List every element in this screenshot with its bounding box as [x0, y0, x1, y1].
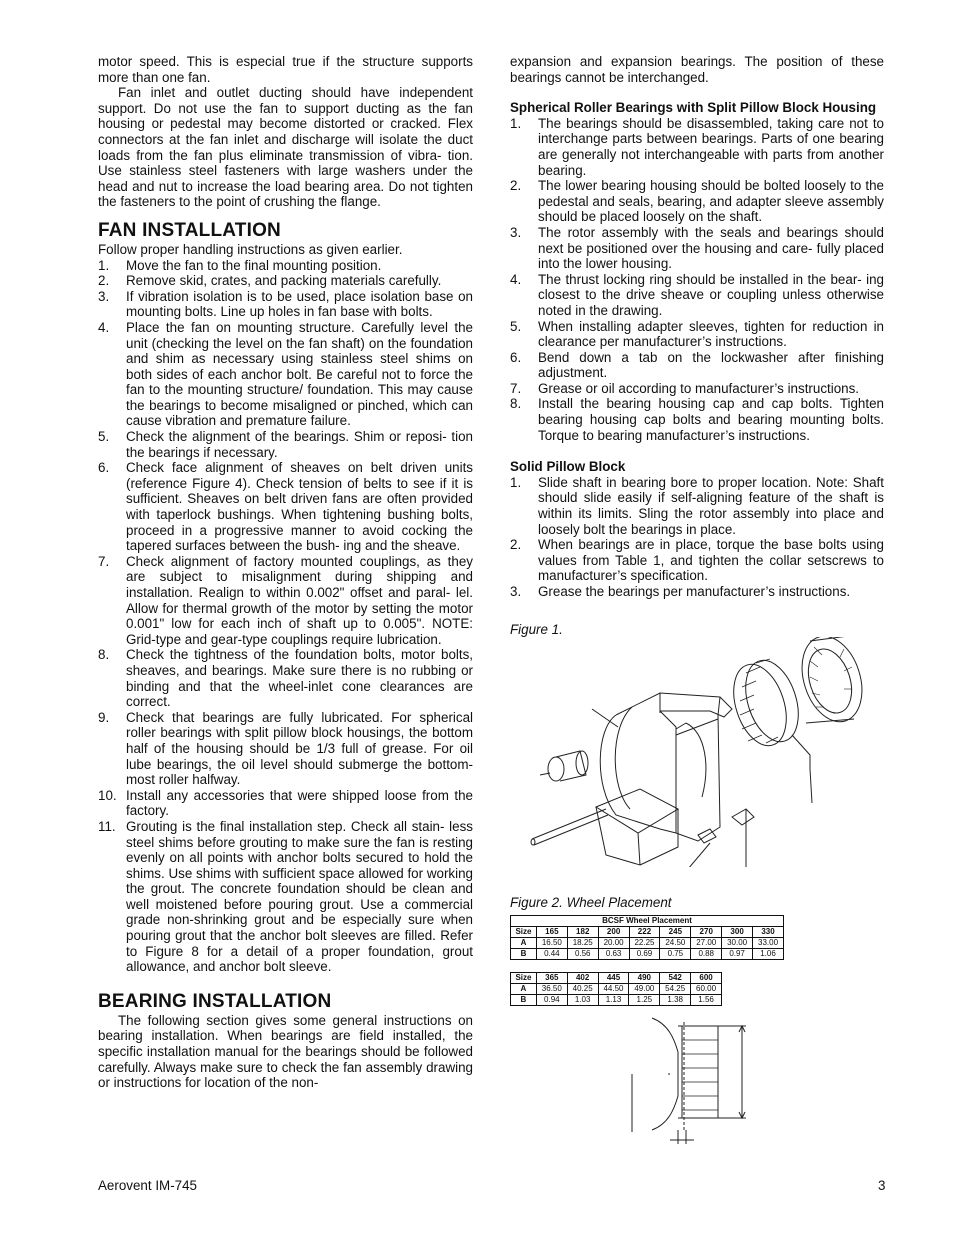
- table-cell: 402: [567, 972, 598, 983]
- list-item-number: 6.: [98, 460, 110, 476]
- list-item-number: 5.: [510, 318, 522, 334]
- list-item-text: Bend down a tab on the lockwasher after finishing adjustment.: [538, 349, 884, 381]
- table-cell: 0.56: [567, 948, 598, 959]
- table-cell: 24.50: [660, 937, 691, 948]
- list-item-text: Check that bearings are fully lubricated. For spherical roller bearings with split pillow block housings, the bottom half of the housing should be 1/3 full of grease. For oil lube bearings, the oil level should submerge the bottom-most roller halfway.: [126, 709, 473, 788]
- wheel-placement-title: BCSF Wheel Placement: [511, 915, 784, 926]
- table-cell: 16.50: [536, 937, 567, 948]
- list-item-text: The lower bearing housing should be bolted loosely to the pedestal and seals, bearing, and adapter sleeve assembly should be placed loosely on the shaft.: [538, 178, 884, 225]
- table-cell: 44.50: [598, 983, 629, 994]
- figure-2-caption: Figure 2. Wheel Placement: [510, 895, 672, 911]
- list-item-number: 2.: [98, 273, 110, 289]
- table-cell: 30.00: [722, 937, 753, 948]
- spherical-bearings-heading: Spherical Roller Bearings with Split Pillow Block Housing: [510, 100, 877, 116]
- table-row: [511, 948, 784, 959]
- table-cell: 365: [536, 972, 567, 983]
- list-item: [510, 319, 884, 350]
- list-item-text: Remove skid, crates, and packing materials carefully.: [126, 273, 442, 289]
- list-item: [510, 178, 884, 225]
- list-item-number: 8.: [510, 396, 522, 412]
- table-row: [511, 937, 784, 948]
- table-row: [511, 926, 784, 937]
- list-item-text: Check face alignment of sheaves on belt driven units (reference Figure 4). Check tension of belts to see if it is sufficient. Sheaves on belt driven fans are often provided with taperlock bushings. When tightening bushing bolts, proceed in a progressive manner to avoid cocking the tapered surfaces between the bush- ing and the sheave.: [126, 460, 473, 554]
- table-cell: 60.00: [691, 983, 722, 994]
- table-cell: 445: [598, 972, 629, 983]
- table-cell: 600: [691, 972, 722, 983]
- table-cell: 40.25: [567, 983, 598, 994]
- table-cell: 165: [536, 926, 567, 937]
- list-item-number: 5.: [98, 429, 110, 445]
- table-cell: 20.00: [598, 937, 629, 948]
- list-item-text: Grease or oil according to manufacturer’s instructions.: [538, 380, 860, 396]
- list-item-text: When bearings are in place, torque the base bolts using values from Table 1, and tighten the collar setscrews to manufacturer’s specification.: [538, 537, 884, 584]
- table-cell: 54.25: [660, 983, 691, 994]
- table-cell: 0.94: [536, 994, 567, 1005]
- list-item: [98, 710, 473, 788]
- table-cell: 22.25: [629, 937, 660, 948]
- list-item-number: 2.: [510, 178, 522, 194]
- list-item-number: 8.: [98, 647, 110, 663]
- intro-paragraph-2: Fan inlet and outlet ducting should have independent support. Do not use the fan to support ducting as the fan housing or pedestal may become distorted or cracked. Flex connectors at the fan inlet and discharge will isolate the duct loads from the fan plus eliminate transmission of vibra- tion. Use stainless steel fasteners with large washers under the head and nut to increase the load bearing area. Do not tighten the fasteners to the point of crushing the flange.: [98, 85, 473, 210]
- table-cell: 0.97: [722, 948, 753, 959]
- list-item: [510, 584, 884, 600]
- table-cell: 270: [691, 926, 722, 937]
- table-row: [511, 994, 722, 1005]
- list-item: [98, 819, 473, 975]
- list-item-text: When installing adapter sleeves, tighten for reduction in clearance per manufacturer’s instructions.: [538, 318, 884, 350]
- list-item-number: 1.: [98, 257, 110, 273]
- table-cell: 0.75: [660, 948, 691, 959]
- list-item-text: The rotor assembly with the seals and bearings should next be positioned over the housing and care- fully placed into the lower housing.: [538, 224, 884, 272]
- solid-pillow-block-steps: [510, 475, 884, 600]
- bearing-installation-heading: BEARING INSTALLATION: [98, 990, 332, 1012]
- table-cell: Size: [511, 972, 537, 983]
- list-item-number: 7.: [510, 380, 522, 396]
- figure-1-caption: Figure 1.: [510, 621, 563, 637]
- list-item-number: 9.: [98, 709, 110, 725]
- list-item: [510, 225, 884, 272]
- list-item-text: Grouting is the final installation step. Check all stain- less steel shims before grouting to make sure the fan is resting evenly on all points with anchor bolts secured to hold the shims. Use shims with sufficient space allowed for working the grout. The concrete foundation should be clean and well moistened before pouring grout. Use a commercial grade non-shrinking grout and be especially sure when pouring grout that the anchor bolt sleeves are filled. Refer to Figure 8 for a detail of a proper foundation, grout allowance, and anchor bolt sleeve.: [126, 818, 473, 975]
- list-item-number: 3.: [510, 224, 522, 240]
- table-cell: 0.88: [691, 948, 722, 959]
- table-cell: 200: [598, 926, 629, 937]
- list-item-number: 3.: [510, 584, 522, 599]
- list-item-text: If vibration isolation is to be used, place isolation base on mounting bolts. Line up holes in fan base with bolts.: [126, 288, 473, 320]
- spherical-bearings-steps: [510, 116, 884, 443]
- table-cell: 18.25: [567, 937, 598, 948]
- fan-installation-intro: Follow proper handling instructions as given earlier.: [98, 241, 403, 257]
- list-item-text: Check the tightness of the foundation bolts, motor bolts, sheaves, and bearings. Make sure there is no rubbing or binding and that the wheel-inlet cone clearances are correct.: [126, 647, 473, 710]
- list-item-text: The bearings should be disassembled, taking care not to interchange parts between bearings. Parts of one bearing are generally not interchangeable with parts from another bearing.: [538, 115, 884, 178]
- list-item-number: 4.: [98, 319, 110, 335]
- list-item-number: 6.: [510, 349, 522, 365]
- table-cell: 0.44: [536, 948, 567, 959]
- list-item-text: Check alignment of factory mounted couplings, as they are subject to misalignment during shipping and installation. Realign to within 0.002" offset and paral- lel. Allow for thermal growth of the motor by setting the motor 0.001" low for each inch of shaft up to 0.005". NOTE: Grid-type and gear-type couplings require lubrication.: [126, 553, 473, 647]
- table-cell: A: [511, 937, 537, 948]
- list-item-text: Install any accessories that were shipped loose from the factory.: [126, 787, 473, 819]
- table-cell: 49.00: [629, 983, 660, 994]
- list-item-text: Grease the bearings per manufacturer’s instructions.: [538, 584, 851, 599]
- table-cell: 36.50: [536, 983, 567, 994]
- table-cell: 1.25: [629, 994, 660, 1005]
- wheel-placement-table-1: [510, 915, 784, 960]
- list-item: [510, 116, 884, 178]
- table-cell: 222: [629, 926, 660, 937]
- table-cell: 490: [629, 972, 660, 983]
- table-cell: 1.56: [691, 994, 722, 1005]
- list-item: [98, 647, 473, 709]
- footer-document-id: Aerovent IM-745: [98, 1178, 197, 1193]
- list-item: [98, 289, 473, 320]
- list-item-text: Slide shaft in bearing bore to proper location. Note: Shaft should slide easily if self-aligning feature of the shaft is within its limits. Sling the rotor assembly into place and loosely bolt the bearings in place.: [538, 474, 884, 537]
- table-cell: 542: [660, 972, 691, 983]
- table-cell: 1.03: [567, 994, 598, 1005]
- list-item-number: 3.: [98, 288, 110, 304]
- list-item-number: 11.: [98, 818, 116, 834]
- table-cell: 0.63: [598, 948, 629, 959]
- table-cell: Size: [511, 926, 537, 937]
- left-column: [98, 54, 473, 1091]
- table-cell: 245: [660, 926, 691, 937]
- table-cell: 182: [567, 926, 598, 937]
- list-item: [98, 429, 473, 460]
- intro-paragraph-1: motor speed. This is especial true if the structure supports more than one fan.: [98, 54, 473, 85]
- list-item-number: 7.: [98, 553, 110, 569]
- fan-installation-heading: FAN INSTALLATION: [98, 219, 281, 241]
- table-cell: 1.13: [598, 994, 629, 1005]
- fan-installation-steps: [98, 258, 473, 975]
- list-item-text: Check the alignment of the bearings. Shim or reposi- tion the bearings if necessary.: [126, 429, 473, 460]
- wheel-placement-diagram: [510, 1012, 884, 1152]
- page-number: 3: [878, 1178, 886, 1193]
- list-item: [510, 272, 884, 319]
- list-item-text: Install the bearing housing cap and cap bolts. Tighten bearing housing cap bolts and bearing mounting bolts. Torque to bearing manufacturer’s instructions.: [538, 396, 884, 443]
- list-item: [98, 554, 473, 648]
- list-item: [98, 258, 473, 274]
- table-row: [511, 972, 722, 983]
- fan-assembly-exploded-illustration: [510, 637, 884, 867]
- list-item: [98, 788, 473, 819]
- list-item-number: 2.: [510, 537, 522, 553]
- bearing-installation-paragraph: The following section gives some general instructions on bearing installation. When bearings are field installed, the specific installation manual for the bearings should be followed carefully. Always make sure to check the fan assembly drawing or instructions for location of the non-: [98, 1012, 473, 1091]
- table-cell: 1.06: [753, 948, 784, 959]
- table-cell: B: [511, 994, 537, 1005]
- table-cell: 300: [722, 926, 753, 937]
- list-item: [510, 381, 884, 397]
- continuation-paragraph: expansion and expansion bearings. The position of these bearings cannot be interchanged.: [510, 54, 884, 85]
- list-item: [510, 475, 884, 537]
- list-item: [510, 537, 884, 584]
- table-cell: 27.00: [691, 937, 722, 948]
- table-cell: 33.00: [753, 937, 784, 948]
- table-cell: 1.38: [660, 994, 691, 1005]
- list-item: [98, 320, 473, 429]
- table-cell: 330: [753, 926, 784, 937]
- right-column: [510, 54, 884, 1152]
- table-cell: 0.69: [629, 948, 660, 959]
- list-item-number: 10.: [98, 787, 117, 803]
- list-item-text: Move the fan to the final mounting position.: [126, 257, 382, 273]
- list-item-number: 1.: [510, 474, 522, 490]
- list-item-number: 4.: [510, 271, 522, 287]
- list-item-text: The thrust locking ring should be installed in the bear- ing closest to the drive sheave or coupling unless otherwise noted in the drawing.: [538, 271, 884, 318]
- list-item-number: 1.: [510, 115, 522, 131]
- list-item: [510, 396, 884, 443]
- list-item: [98, 273, 473, 289]
- table-row: [511, 983, 722, 994]
- table-cell: B: [511, 948, 537, 959]
- solid-pillow-block-heading: Solid Pillow Block: [510, 459, 626, 475]
- list-item: [98, 460, 473, 554]
- list-item-text: Place the fan on mounting structure. Carefully level the unit (checking the level on the fan shaft) on the foundation and shim as necessary using stainless steel shims on both sides of each anchor bolt. Be careful not to force the fan to the mounting structure/ foundation. This may cause the bearings to become misaligned or pinched, which can cause vibration and premature failure.: [126, 319, 473, 429]
- list-item: [510, 350, 884, 381]
- wheel-placement-table-2: [510, 972, 722, 1006]
- table-cell: A: [511, 983, 537, 994]
